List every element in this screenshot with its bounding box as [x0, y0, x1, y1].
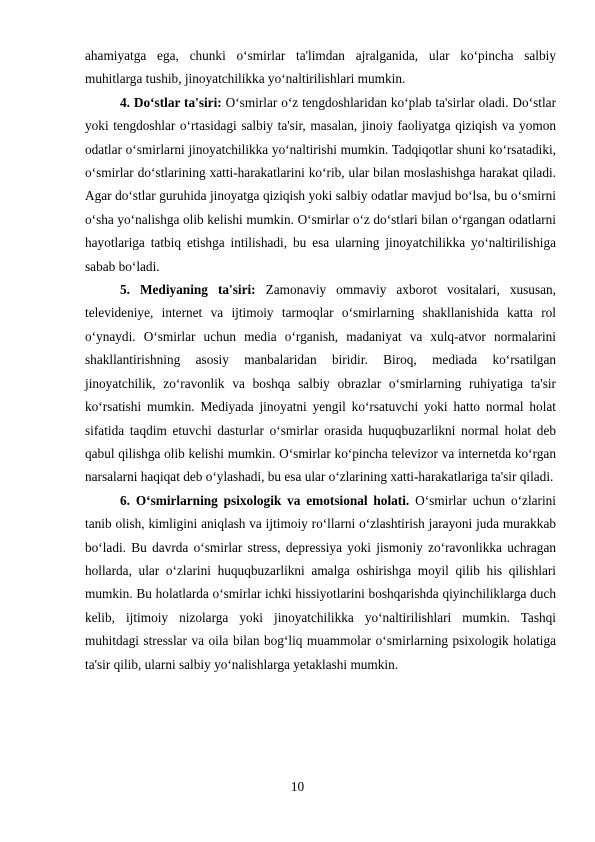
paragraph-text: Zamonaviy ommaviy axborot vositalari, xususan, televideniye, internet va ijtimoiy tarmoqlar o‘smirlarning shakllanishida katta rol o‘ynaydi. O‘smirlar uchun media o‘rganish, madaniyat va xulq-atvor normalarini shakllantirishning asosiy manbalaridan biridir. Biroq, mediada ko‘rsatilgan jinoyatchilik, zo‘ravonlik va boshqa salbiy obrazlar o‘smirlarning ruhiyatiga ta'sir ko‘rsatishi mumkin. Mediyada jinoyatni yengil ko‘rsatuvchi yoki hatto normal holat sifatida taqdim etuvchi dasturlar o‘smirlar orasida huquqbuzarlikni normal holat deb qabul qilishga olib kelishi mumkin. O‘smirlar ko‘pincha televizor va internetda ko‘rgan narsalarni haqiqat deb o‘ylashadi, bu esa ular o‘zlarining xatti-harakatlariga ta'sir qiladi.: [85, 282, 556, 485]
paragraph-text: O‘smirlar o‘z tengdoshlaridan ko‘plab ta'sirlar oladi. Do‘stlar yoki tengdoshlar o‘rtasidagi salbiy ta'sir, masalan, jinoiy faoliyatga qiziqish va yomon odatlar o‘smirlarni jinoyatchilikka yo‘naltirishi mumkin. Tadqiqotlar shuni ko‘rsatadiki, o‘smirlar do‘stlarining xatti-harakatlarini ko‘rib, ular bilan moslashishga harakat qiladi. Agar do‘stlar guruhida jinoyatga qiziqish yoki salbiy odatlar mavjud bo‘lsa, bu o‘smirni o‘sha yo‘nalishga olib kelishi mumkin. O‘smirlar o‘z do‘stlari bilan o‘rgangan odatlarni hayotlariga tatbiq etishga intilishadi, bu esa ularning jinoyatchilikka yo‘naltirilishiga sabab bo‘ladi.: [85, 94, 556, 274]
paragraph-text: ahamiyatga ega, chunki o‘smirlar ta'limdan ajralganida, ular ko‘pincha salbiy muhitlarga tushib, jinoyatchilikka yo‘naltirilishlari mumkin.: [85, 48, 556, 87]
paragraph-text: O‘smirlar uchun o‘zlarini tanib olish, kimligini aniqlash va ijtimoiy ro‘llarni o‘zlashtirish jarayoni juda murakkab bo‘ladi. Bu davrda o‘smirlar stress, depressiya yoki jismoniy zo‘ravonlikka uchragan hollarda, ular o‘zlarini huquqbuzarlikni amalga oshirishga moyil qilib his qilishlari mumkin. Bu holatlarda o‘smirlar ichki hissiyotlarini boshqarishda qiyinchiliklarga duch kelib, ijtimoiy nizolarga yoki jinoyatchilikka yo‘naltirilishlari mumkin. Tashqi muhitdagi stresslar va oila bilan bog‘liq muammolar o‘smirlarning psixologik holatiga ta'sir qilib, ularni salbiy yo‘nalishlarga yetaklashi mumkin.: [85, 492, 556, 672]
paragraph-media-influence: [85, 278, 556, 489]
section-heading: 4. Do‘stlar ta'siri:: [120, 94, 222, 110]
section-heading: 6. O‘smirlarning psixologik va emotsional holati.: [120, 492, 410, 508]
section-heading: 5. Mediyaning ta'siri:: [120, 282, 256, 298]
page-number: 10: [290, 779, 305, 794]
document-body: [85, 44, 556, 676]
paragraph-friends-influence: [85, 91, 556, 278]
paragraph-psychological-state: [85, 489, 556, 676]
paragraph-continuation: [85, 44, 556, 91]
